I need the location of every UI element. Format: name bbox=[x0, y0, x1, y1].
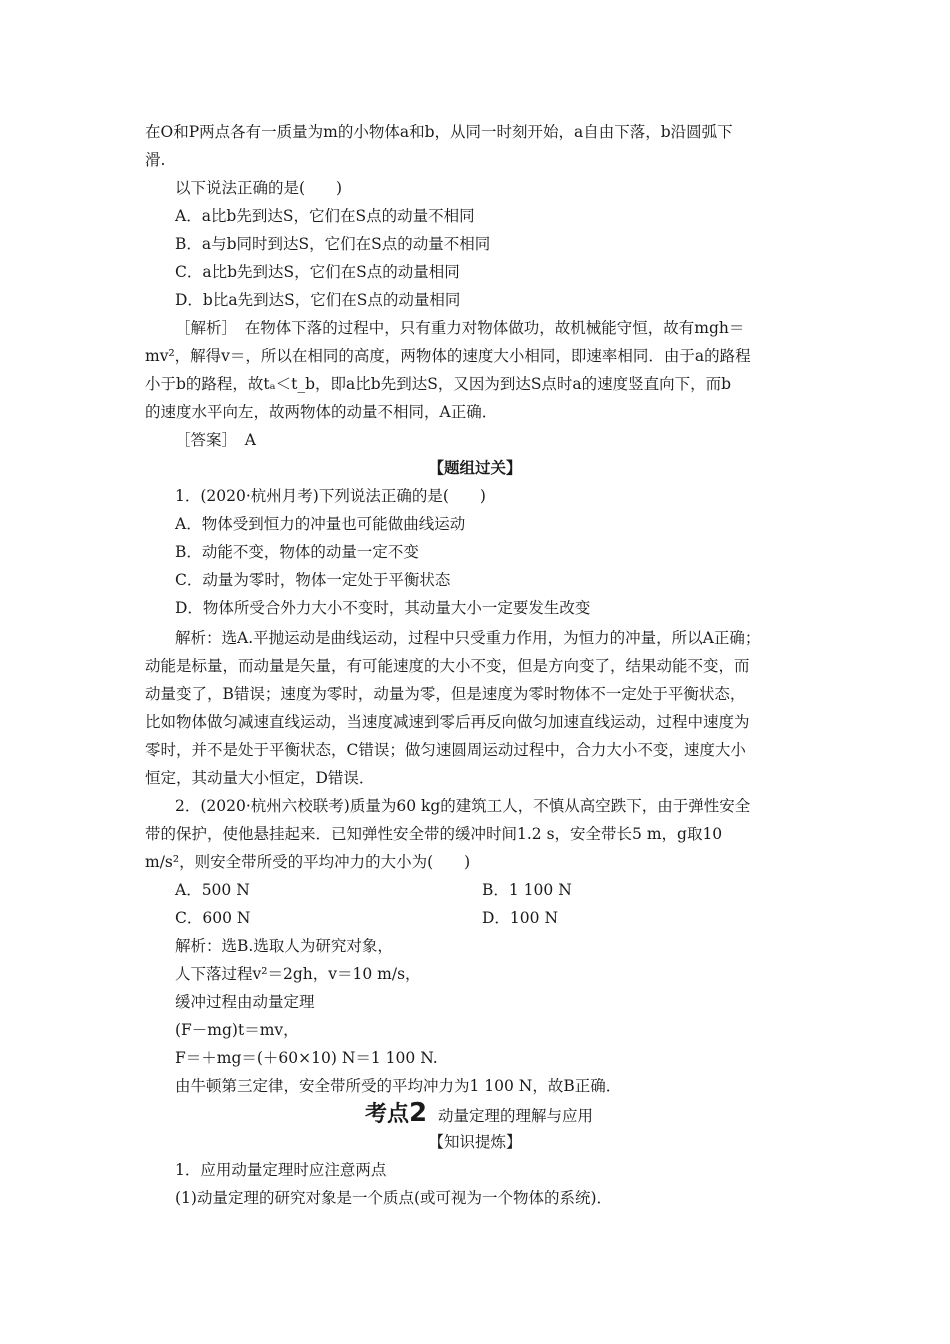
option-d: D．b比a先到达S，它们在S点的动量相同 bbox=[175, 291, 461, 309]
problem-text: 在O和P两点各有一质量为m的小物体a和b，从同一时刻开始，a自由下落，b沿圆弧下 bbox=[145, 123, 733, 141]
analysis-text: 小于b的路程，故tₐ＜t_b，即a比b先到达S，又因为到达S点时a的速度竖直向下，而b bbox=[145, 375, 732, 393]
topic-number: 2 bbox=[409, 1098, 428, 1128]
body-text: (1)动量定理的研究对象是一个质点(或可视为一个物体的系统)． bbox=[175, 1189, 613, 1207]
analysis-text: 解析：选A.平抛运动是曲线运动，过程中只受重力作用，为恒力的冲量，所以A正确； bbox=[175, 629, 761, 647]
option-d: D．物体所受合外力大小不变时，其动量大小一定要发生改变 bbox=[175, 599, 591, 617]
analysis-text: 动能是标量，而动量是矢量，有可能速度的大小不变，但是方向变了，结果动能不变，而 bbox=[145, 657, 750, 675]
option-c: C．600 N bbox=[175, 909, 251, 927]
topic-title: 动量定理的理解与应用 bbox=[438, 1107, 594, 1125]
option-c: C．a比b先到达S，它们在S点的动量相同 bbox=[175, 263, 460, 281]
topic-label: 考点 bbox=[365, 1102, 410, 1127]
option-b: B．1 100 N bbox=[482, 881, 572, 899]
section-heading: 【知识提炼】 bbox=[428, 1133, 522, 1151]
analysis-text: 比如物体做匀减速直线运动，当速度减速到零后再反向做匀加速直线运动，过程中速度为 bbox=[145, 713, 750, 731]
option-c: C．动量为零时，物体一定处于平衡状态 bbox=[175, 571, 451, 589]
question-1: 1．(2020·杭州月考)下列说法正确的是( ) bbox=[175, 487, 486, 505]
option-d: D．100 N bbox=[482, 909, 559, 927]
analysis-formula: (F－mg)t＝mv， bbox=[175, 1021, 299, 1039]
problem-text: 滑. bbox=[145, 151, 166, 169]
option-b: B．动能不变，物体的动量一定不变 bbox=[175, 543, 419, 561]
option-a: A．500 N bbox=[175, 881, 250, 899]
question-2: 2．(2020·杭州六校联考)质量为60 kg的建筑工人，不慎从高空跌下，由于弹性安全 bbox=[175, 797, 751, 815]
analysis-text: 缓冲过程由动量定理 bbox=[175, 993, 315, 1011]
option-b: B．a与b同时到达S，它们在S点的动量不相同 bbox=[175, 235, 491, 253]
option-a: A．物体受到恒力的冲量也可能做曲线运动 bbox=[175, 515, 466, 533]
answer-text: ［答案］ A bbox=[175, 431, 256, 449]
topic-heading bbox=[365, 1098, 593, 1131]
analysis-text: 恒定，其动量大小恒定，D错误． bbox=[145, 769, 375, 787]
analysis-text: 解析：选B.选取人为研究对象， bbox=[175, 937, 393, 955]
analysis-text: 人下落过程v²＝2gh，v＝10 m/s， bbox=[175, 965, 421, 983]
analysis-formula: F＝＋mg＝(＋60×10) N＝1 100 N. bbox=[175, 1049, 438, 1067]
body-text: 1．应用动量定理时应注意两点 bbox=[175, 1161, 387, 1179]
analysis-text: 的速度水平向左，故两物体的动量不相同，A正确． bbox=[145, 403, 498, 421]
question-2: m/s²，则安全带所受的平均冲力的大小为( ) bbox=[145, 853, 471, 871]
option-a: A．a比b先到达S，它们在S点的动量不相同 bbox=[175, 207, 475, 225]
analysis-text: ［解析］ 在物体下落的过程中，只有重力对物体做功，故机械能守恒，故有mgh＝ bbox=[175, 319, 745, 337]
section-heading: 【题组过关】 bbox=[428, 458, 522, 477]
question-stem: 以下说法正确的是( ) bbox=[175, 179, 343, 197]
analysis-text: 动量变了，B错误；速度为零时，动量为零，但是速度为零时物体不一定处于平衡状态， bbox=[145, 685, 746, 703]
analysis-text: mv²，解得v＝，所以在相同的高度，两物体的速度大小相同，即速率相同．由于a的路程 bbox=[145, 347, 751, 365]
analysis-text: 零时，并不是处于平衡状态，C错误；做匀速圆周运动过程中，合力大小不变，速度大小 bbox=[145, 741, 746, 759]
question-2: 带的保护，使他悬挂起来．已知弹性安全带的缓冲时间1.2 s，安全带长5 m，g取10 bbox=[145, 825, 723, 843]
analysis-text: 由牛顿第三定律，安全带所受的平均冲力为1 100 N，故B正确． bbox=[175, 1077, 622, 1095]
